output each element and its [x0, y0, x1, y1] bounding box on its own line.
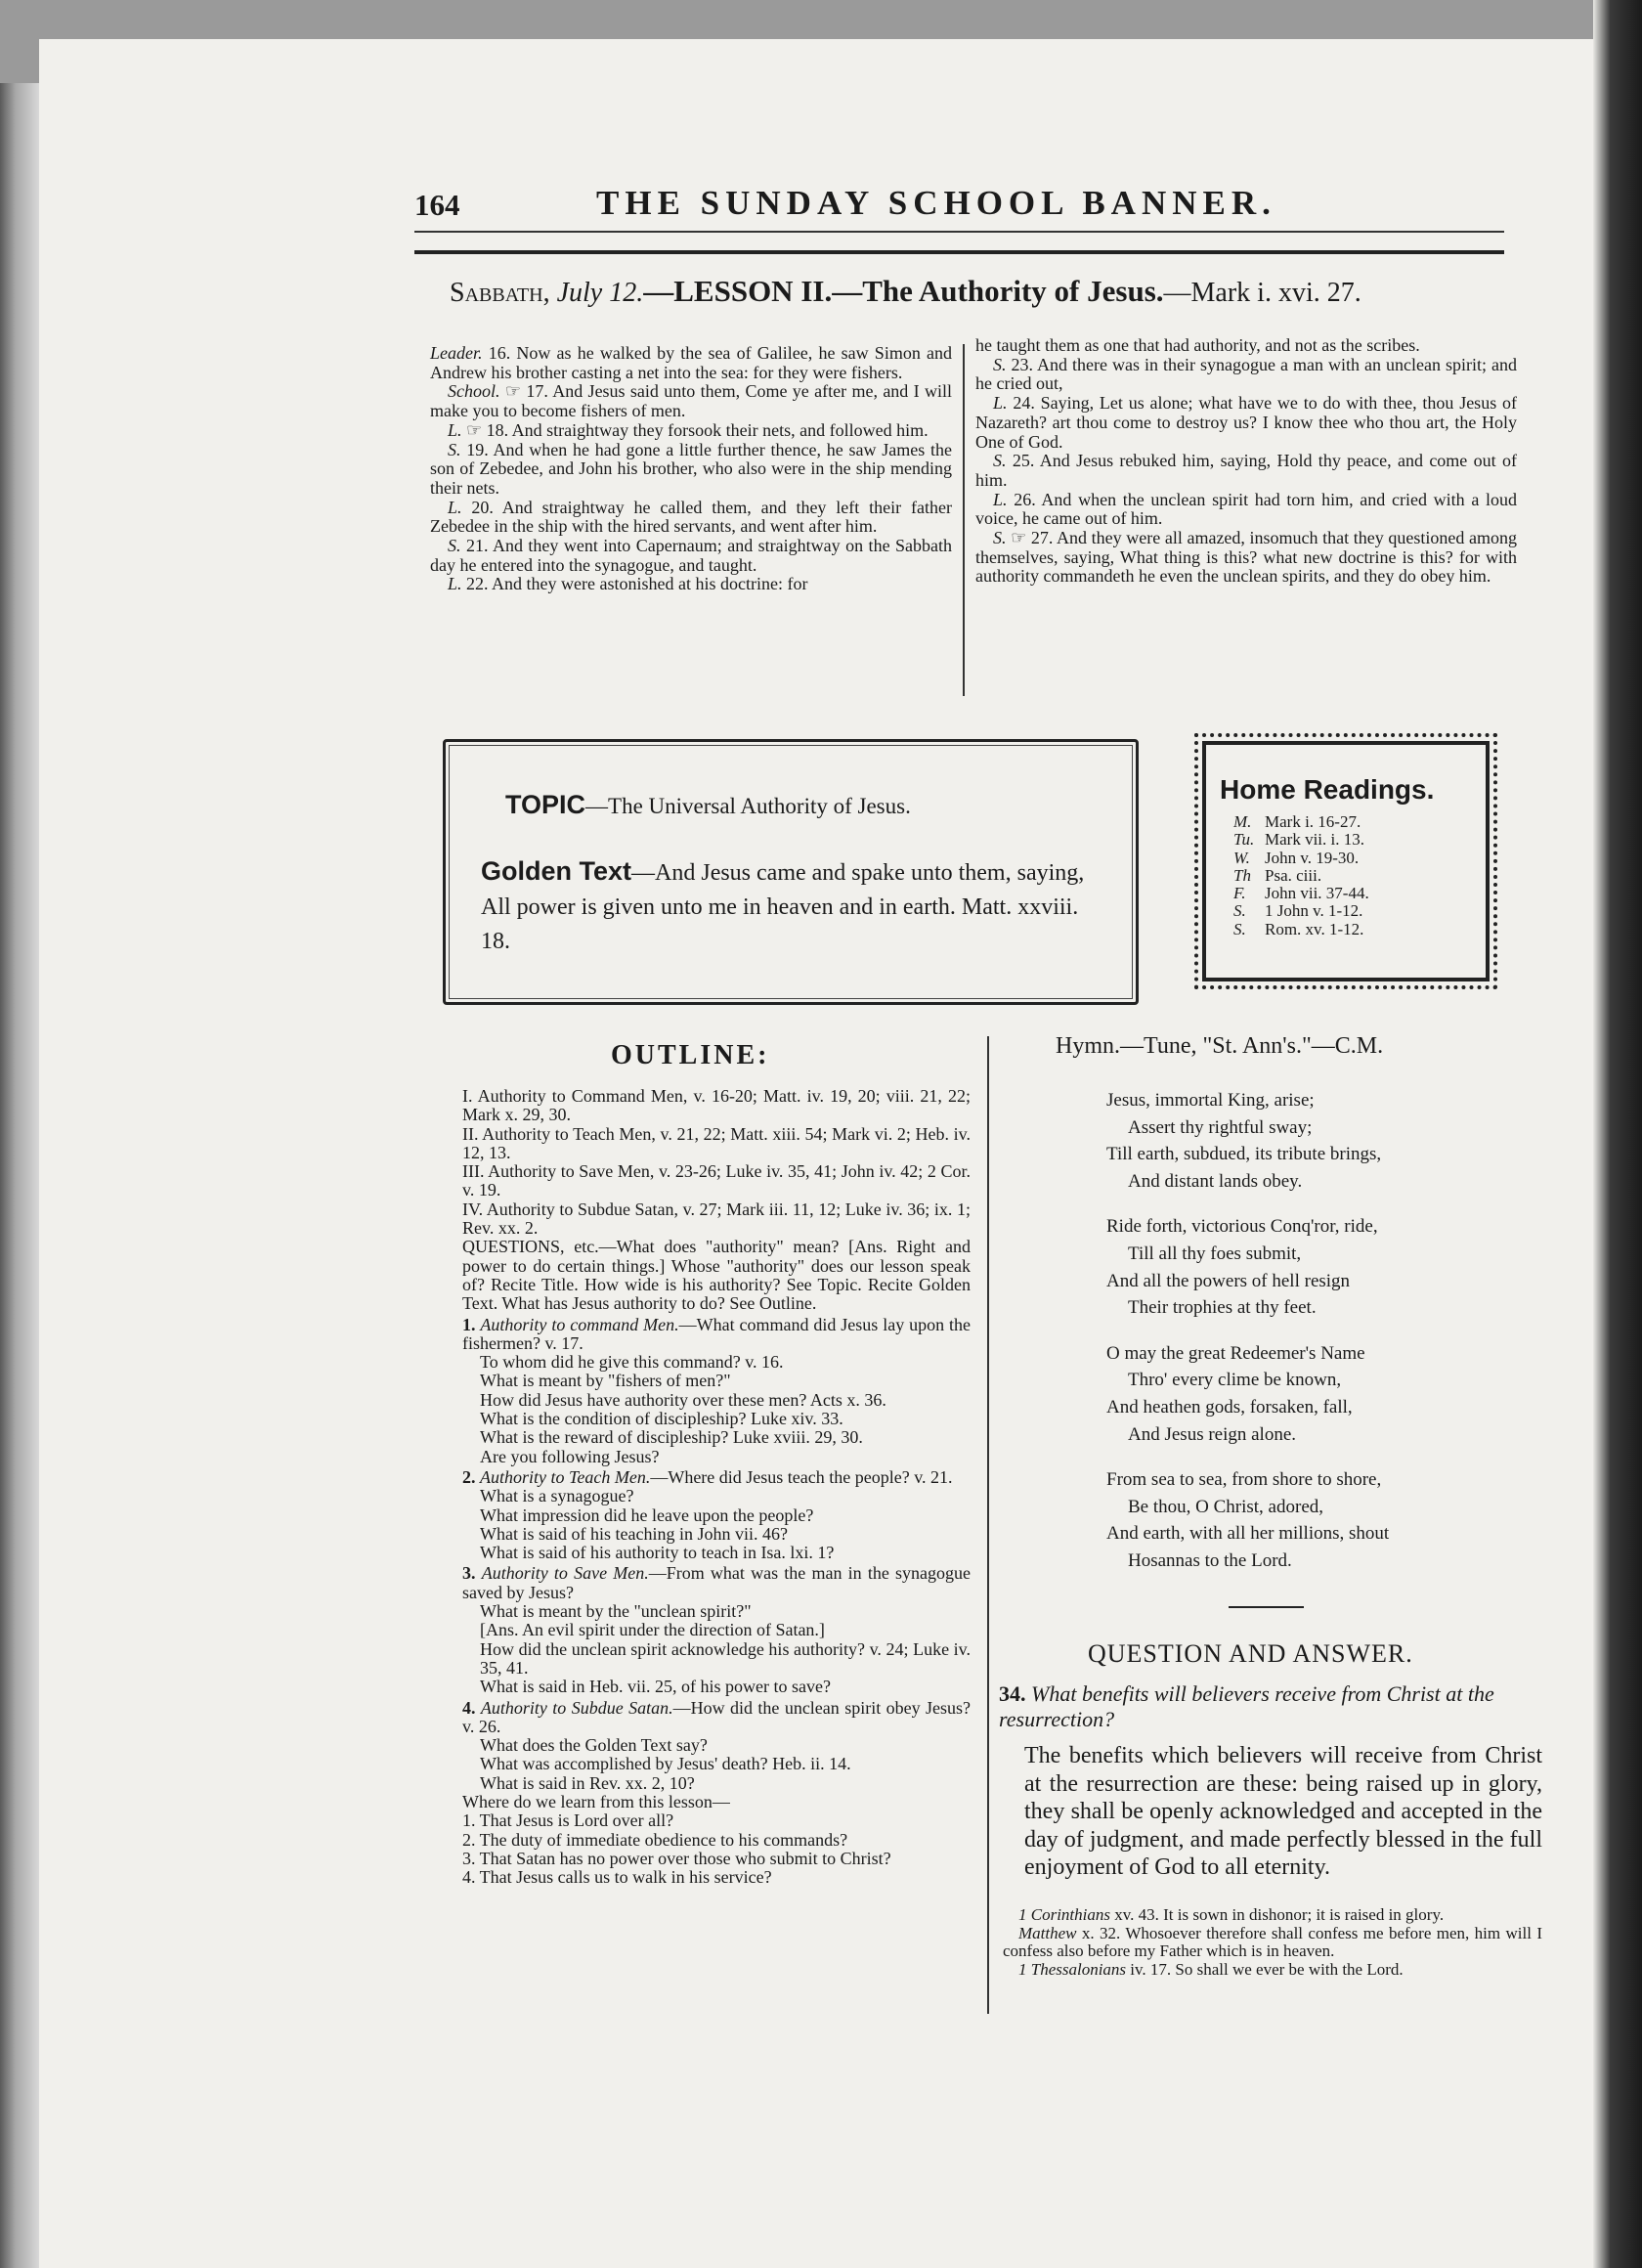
- verse-text: 19. And when he had gone a little further thence, he saw James the son of Zebedee, and John his brother, who also were in the ship mending their nets.: [430, 439, 952, 498]
- hymn-line: And earth, with all her millions, shout: [1106, 1523, 1390, 1545]
- verse-speaker: S.: [993, 451, 1007, 471]
- questions-intro: QUESTIONS, etc.—What does "authority" mean? [Ans. Right and power to do certain things.] Whose "authority" does our lesson speak of? Recite Title. How wide is his authority? See Topic. Recite Golden Text. What has Jesus authority to do? See Outline.: [462, 1237, 971, 1314]
- outline-section-lead: [445, 1564, 971, 1602]
- hymn-line: Till all thy foes submit,: [1128, 1243, 1302, 1264]
- section-question: What is said in Rev. xx. 2, 10?: [480, 1772, 695, 1793]
- golden-text: [481, 854, 1106, 959]
- section-question: What is meant by the "unclean spirit?": [480, 1601, 752, 1622]
- lesson-title: —LESSON II.—The Authority of Jesus.: [643, 274, 1164, 308]
- qa-question-text: What benefits will believers receive from Christ at the resurrection?: [999, 1681, 1494, 1731]
- verse-speaker: S.: [448, 536, 461, 556]
- verse-text: ☞ 27. And they were all amazed, insomuch that they questioned among themselves, saying, What thing is this? what new doctrine is this? for with authority commandeth he even the unclean spirits, and they do obey him.: [975, 528, 1517, 587]
- home-reading-row: [1233, 921, 1369, 938]
- header-rule-thick: [414, 250, 1504, 254]
- section-number: 3.: [462, 1563, 476, 1584]
- running-title: THE SUNDAY SCHOOL BANNER.: [596, 184, 1276, 222]
- hymn-line: From sea to sea, from shore to shore,: [1106, 1469, 1382, 1491]
- section-question: Are you following Jesus?: [480, 1446, 660, 1466]
- reading-day: S.: [1233, 919, 1246, 938]
- hymn-line: And Jesus reign alone.: [1128, 1423, 1297, 1445]
- outline-section-lead: [445, 1699, 971, 1737]
- home-reading-row: [1233, 831, 1369, 849]
- qa-answer: The benefits which believers will receive from Christ at the resurrection are these: being raised up in glory, they shall be openly acknowledged and accepted in the day of judgment, and made perfectly blessed in the full enjoyment of God to all eternity.: [1024, 1743, 1542, 1880]
- verse-text: 21. And they went into Capernaum; and straightway on the Sabbath day he entered into the synagogue, and taught.: [430, 536, 953, 575]
- section-question: What is said of his authority to teach in Isa. lxi. 1?: [480, 1543, 835, 1563]
- scripture-verse: [975, 356, 1517, 394]
- reading-ref: Mark vii. i. 13.: [1265, 830, 1364, 850]
- hymn-line: Till earth, subdued, its tribute brings,: [1106, 1144, 1382, 1165]
- scripture-verse: [430, 382, 952, 420]
- verse-text: 16. Now as he walked by the sea of Galilee, he saw Simon and Andrew his brother casting a net into the sea: for they were fishers.: [430, 343, 952, 382]
- hymn-stanza: [1106, 1087, 1389, 1195]
- qa-reference: [1003, 1925, 1542, 1961]
- hymn-line: Hosannas to the Lord.: [1128, 1549, 1292, 1571]
- learn-item: 4. That Jesus calls us to walk in his service?: [462, 1867, 772, 1888]
- section-question: How did the unclean spirit acknowledge his authority? v. 24; Luke iv. 35, 41.: [480, 1638, 971, 1678]
- outline-point: III. Authority to Save Men, v. 23-26; Luke iv. 35, 41; John iv. 42; 2 Cor. v. 19.: [462, 1161, 971, 1200]
- section-number: 2.: [462, 1466, 476, 1487]
- section-head: Authority to Teach Men.: [480, 1466, 651, 1487]
- section-lead-question: —Where did Jesus teach the people? v. 21.: [650, 1466, 953, 1487]
- verse-speaker: S.: [993, 528, 1007, 548]
- hymn-line: Their trophies at thy feet.: [1128, 1297, 1317, 1319]
- scripture-verse: [430, 441, 952, 499]
- reading-day: Tu.: [1233, 830, 1255, 850]
- golden-text-body: —And Jesus came and spake unto them, saying, All power is given unto me in heaven and in earth. Matt. xxviii. 18.: [481, 860, 1085, 954]
- reading-day: W.: [1233, 848, 1250, 867]
- book-page-edge: [0, 83, 39, 2268]
- page-number: 164: [414, 188, 460, 222]
- outline-section-lead: [445, 1468, 971, 1487]
- outline-point: I. Authority to Command Men, v. 16-20; Matt. iv. 19, 20; viii. 21, 22; Mark x. 29, 30.: [462, 1086, 971, 1125]
- verse-speaker: Leader.: [430, 343, 483, 363]
- qa-title: QUESTION AND ANSWER.: [1088, 1639, 1413, 1668]
- scripture-verse: [430, 499, 952, 537]
- reading-day: M.: [1233, 812, 1252, 831]
- reading-ref: Mark i. 16-27.: [1265, 812, 1361, 831]
- hymn-stanza: [1106, 1213, 1389, 1321]
- verse-speaker: L.: [993, 489, 1008, 509]
- hymn-line: Jesus, immortal King, arise;: [1106, 1090, 1315, 1111]
- qa-reference: [1003, 1906, 1542, 1925]
- hymn-line: And all the powers of hell resign: [1106, 1270, 1351, 1291]
- verse-text: 23. And there was in their synagogue a man with an unclean spirit; and he cried out,: [975, 354, 1518, 394]
- verse-speaker: L.: [993, 393, 1008, 414]
- home-reading-row: [1233, 850, 1369, 867]
- scripture-verse: [430, 575, 952, 594]
- home-reading-row: [1233, 902, 1369, 920]
- header-rule-thin: [414, 231, 1504, 233]
- section-number: 1.: [462, 1314, 476, 1334]
- reading-ref: 1 John v. 1-12.: [1265, 901, 1363, 921]
- scripture-verse: [975, 491, 1517, 529]
- topic-line: [505, 790, 911, 820]
- lesson-heading: [450, 274, 1361, 309]
- section-question: What is said in Heb. vii. 25, of his power to save?: [480, 1677, 831, 1697]
- lesson-day: Sabbath,: [450, 278, 550, 308]
- scripture-verse: [430, 421, 952, 441]
- hymn-line: And distant lands obey.: [1128, 1170, 1303, 1192]
- verse-text: 24. Saying, Let us alone; what have we to do with thee, thou Jesus of Nazareth? art thou come to destroy us? I know thee who thou art, the Holy One of God.: [975, 393, 1517, 452]
- scripture-verse: [975, 336, 1517, 356]
- section-separator: [1229, 1606, 1304, 1608]
- section-head: Authority to Save Men.: [481, 1563, 649, 1584]
- outline-column: [445, 1087, 971, 1887]
- scripture-verse: [975, 452, 1517, 490]
- topic-text: —The Universal Authority of Jesus.: [585, 794, 911, 818]
- verse-speaker: L.: [448, 419, 462, 440]
- qa-reference: [1003, 1961, 1542, 1980]
- home-reading-row: [1233, 867, 1369, 885]
- scripture-right-column: [975, 336, 1517, 587]
- learn-intro: Where do we learn from this lesson—: [462, 1791, 730, 1811]
- reference-book: Matthew: [1018, 1923, 1077, 1942]
- hymn-line: Ride forth, victorious Conq'ror, ride,: [1106, 1216, 1378, 1238]
- topic-label: TOPIC: [505, 790, 586, 819]
- reference-text: iv. 17. So shall we ever be with the Lord.: [1130, 1959, 1404, 1979]
- golden-text-label: Golden Text: [481, 856, 632, 886]
- scripture-verse: [975, 529, 1517, 587]
- section-question: What was accomplished by Jesus' death? Heb. ii. 14.: [480, 1754, 851, 1774]
- hymn-heading: Hymn.—Tune, "St. Ann's."—C.M.: [1056, 1033, 1384, 1059]
- verse-text: he taught them as one that had authority, and not as the scribes.: [975, 335, 1420, 355]
- scripture-verse: [975, 394, 1517, 452]
- outline-point: IV. Authority to Subdue Satan, v. 27; Mark iii. 11, 12; Luke iv. 36; ix. 1; Rev. xx. 2.: [462, 1199, 971, 1239]
- section-question: What does the Golden Text say?: [480, 1735, 708, 1756]
- home-reading-row: [1233, 885, 1369, 902]
- reading-day: F.: [1233, 884, 1246, 903]
- reading-ref: Psa. ciii.: [1265, 865, 1322, 885]
- hymn-line: Thro' every clime be known,: [1128, 1370, 1342, 1391]
- reading-day: S.: [1233, 901, 1246, 921]
- lower-column-rule: [987, 1036, 989, 2014]
- qa-references: [1003, 1906, 1542, 1979]
- hymn-stanza: [1106, 1466, 1389, 1574]
- qa-question: [999, 1681, 1542, 1732]
- section-question: How did Jesus have authority over these men? Acts x. 36.: [480, 1389, 886, 1410]
- section-lead-question: —From what was the man in the synagogue saved by Jesus?: [462, 1563, 972, 1602]
- reference-text: xv. 43. It is sown in dishonor; it is raised in glory.: [1114, 1905, 1445, 1924]
- reference-book: 1 Thessalonians: [1018, 1959, 1127, 1979]
- verse-text: 25. And Jesus rebuked him, saying, Hold thy peace, and come out of him.: [975, 451, 1518, 490]
- verse-speaker: School.: [448, 381, 500, 402]
- reading-day: Th: [1233, 865, 1251, 885]
- section-lead-question: —What command did Jesus lay upon the fishermen? v. 17.: [462, 1314, 972, 1353]
- section-question: What impression did he leave upon the people?: [480, 1505, 814, 1525]
- verse-text: 20. And straightway he called them, and they left their father Zebedee in the ship with the hired servants, and went after him.: [430, 497, 952, 537]
- section-question: To whom did he give this command? v. 16.: [480, 1352, 784, 1373]
- hymn-stanzas: [1106, 1087, 1389, 1593]
- verse-speaker: L.: [448, 574, 462, 594]
- reference-text: x. 32. Whosoever therefore shall confess me before men, him will I confess also before my Father which is in heaven.: [1003, 1923, 1543, 1960]
- section-question: [Ans. An evil spirit under the direction of Satan.]: [480, 1620, 825, 1640]
- section-head: Authority to command Men.: [480, 1314, 679, 1334]
- verse-speaker: S.: [993, 354, 1007, 374]
- qa-number: 34.: [999, 1681, 1026, 1706]
- reference-book: 1 Corinthians: [1018, 1905, 1110, 1924]
- lesson-date: July 12.: [556, 278, 644, 308]
- lesson-reference: —Mark i. xvi. 27.: [1163, 278, 1361, 308]
- verse-text: ☞ 17. And Jesus said unto them, Come ye after me, and I will make you to become fishers of men.: [430, 381, 953, 421]
- home-reading-row: [1233, 813, 1369, 831]
- section-question: What is a synagogue?: [480, 1486, 634, 1506]
- verse-speaker: L.: [448, 497, 462, 517]
- section-question: What is said of his teaching in John vii. 46?: [480, 1523, 788, 1544]
- verse-text: 26. And when the unclean spirit had torn him, and cried with a loud voice, he came out of him.: [975, 489, 1517, 529]
- outline-title: OUTLINE:: [611, 1040, 770, 1070]
- scripture-verse: [430, 344, 952, 382]
- verse-text: ☞ 18. And straightway they forsook their nets, and followed him.: [466, 419, 929, 440]
- reading-ref: John vii. 37-44.: [1265, 884, 1369, 903]
- section-lead-question: —How did the unclean spirit obey Jesus? v. 26.: [462, 1697, 971, 1736]
- book-gutter-shadow: [1593, 0, 1642, 2268]
- scripture-left-column: [430, 344, 952, 594]
- section-head: Authority to Subdue Satan.: [480, 1697, 673, 1718]
- reading-ref: Rom. xv. 1-12.: [1265, 919, 1364, 938]
- outline-point: II. Authority to Teach Men, v. 21, 22; Matt. xiii. 54; Mark vi. 2; Heb. iv. 12, 13.: [462, 1123, 971, 1162]
- hymn-stanza: [1106, 1340, 1389, 1448]
- home-readings-title: Home Readings.: [1220, 774, 1435, 805]
- outline-section-lead: [445, 1316, 971, 1354]
- learn-item: 1. That Jesus is Lord over all?: [462, 1810, 674, 1831]
- learn-item: 3. That Satan has no power over those who submit to Christ?: [462, 1848, 891, 1868]
- section-question: What is meant by "fishers of men?": [480, 1371, 731, 1391]
- verse-speaker: S.: [448, 439, 461, 459]
- scripture-column-rule: [963, 344, 965, 696]
- hymn-line: Assert thy rightful sway;: [1128, 1116, 1313, 1138]
- verse-text: 22. And they were astonished at his doctrine: for: [466, 574, 808, 594]
- section-question: What is the condition of discipleship? Luke xiv. 33.: [480, 1409, 843, 1429]
- hymn-line: O may the great Redeemer's Name: [1106, 1342, 1365, 1364]
- learn-item: 2. The duty of immediate obedience to his commands?: [462, 1829, 848, 1850]
- scripture-verse: [430, 537, 952, 575]
- hymn-line: And heathen gods, forsaken, fall,: [1106, 1396, 1353, 1418]
- reading-ref: John v. 19-30.: [1265, 848, 1360, 867]
- hymn-line: Be thou, O Christ, adored,: [1128, 1496, 1324, 1517]
- section-question: What is the reward of discipleship? Luke xviii. 29, 30.: [480, 1427, 863, 1448]
- section-number: 4.: [462, 1697, 476, 1718]
- home-readings-list: [1233, 813, 1369, 938]
